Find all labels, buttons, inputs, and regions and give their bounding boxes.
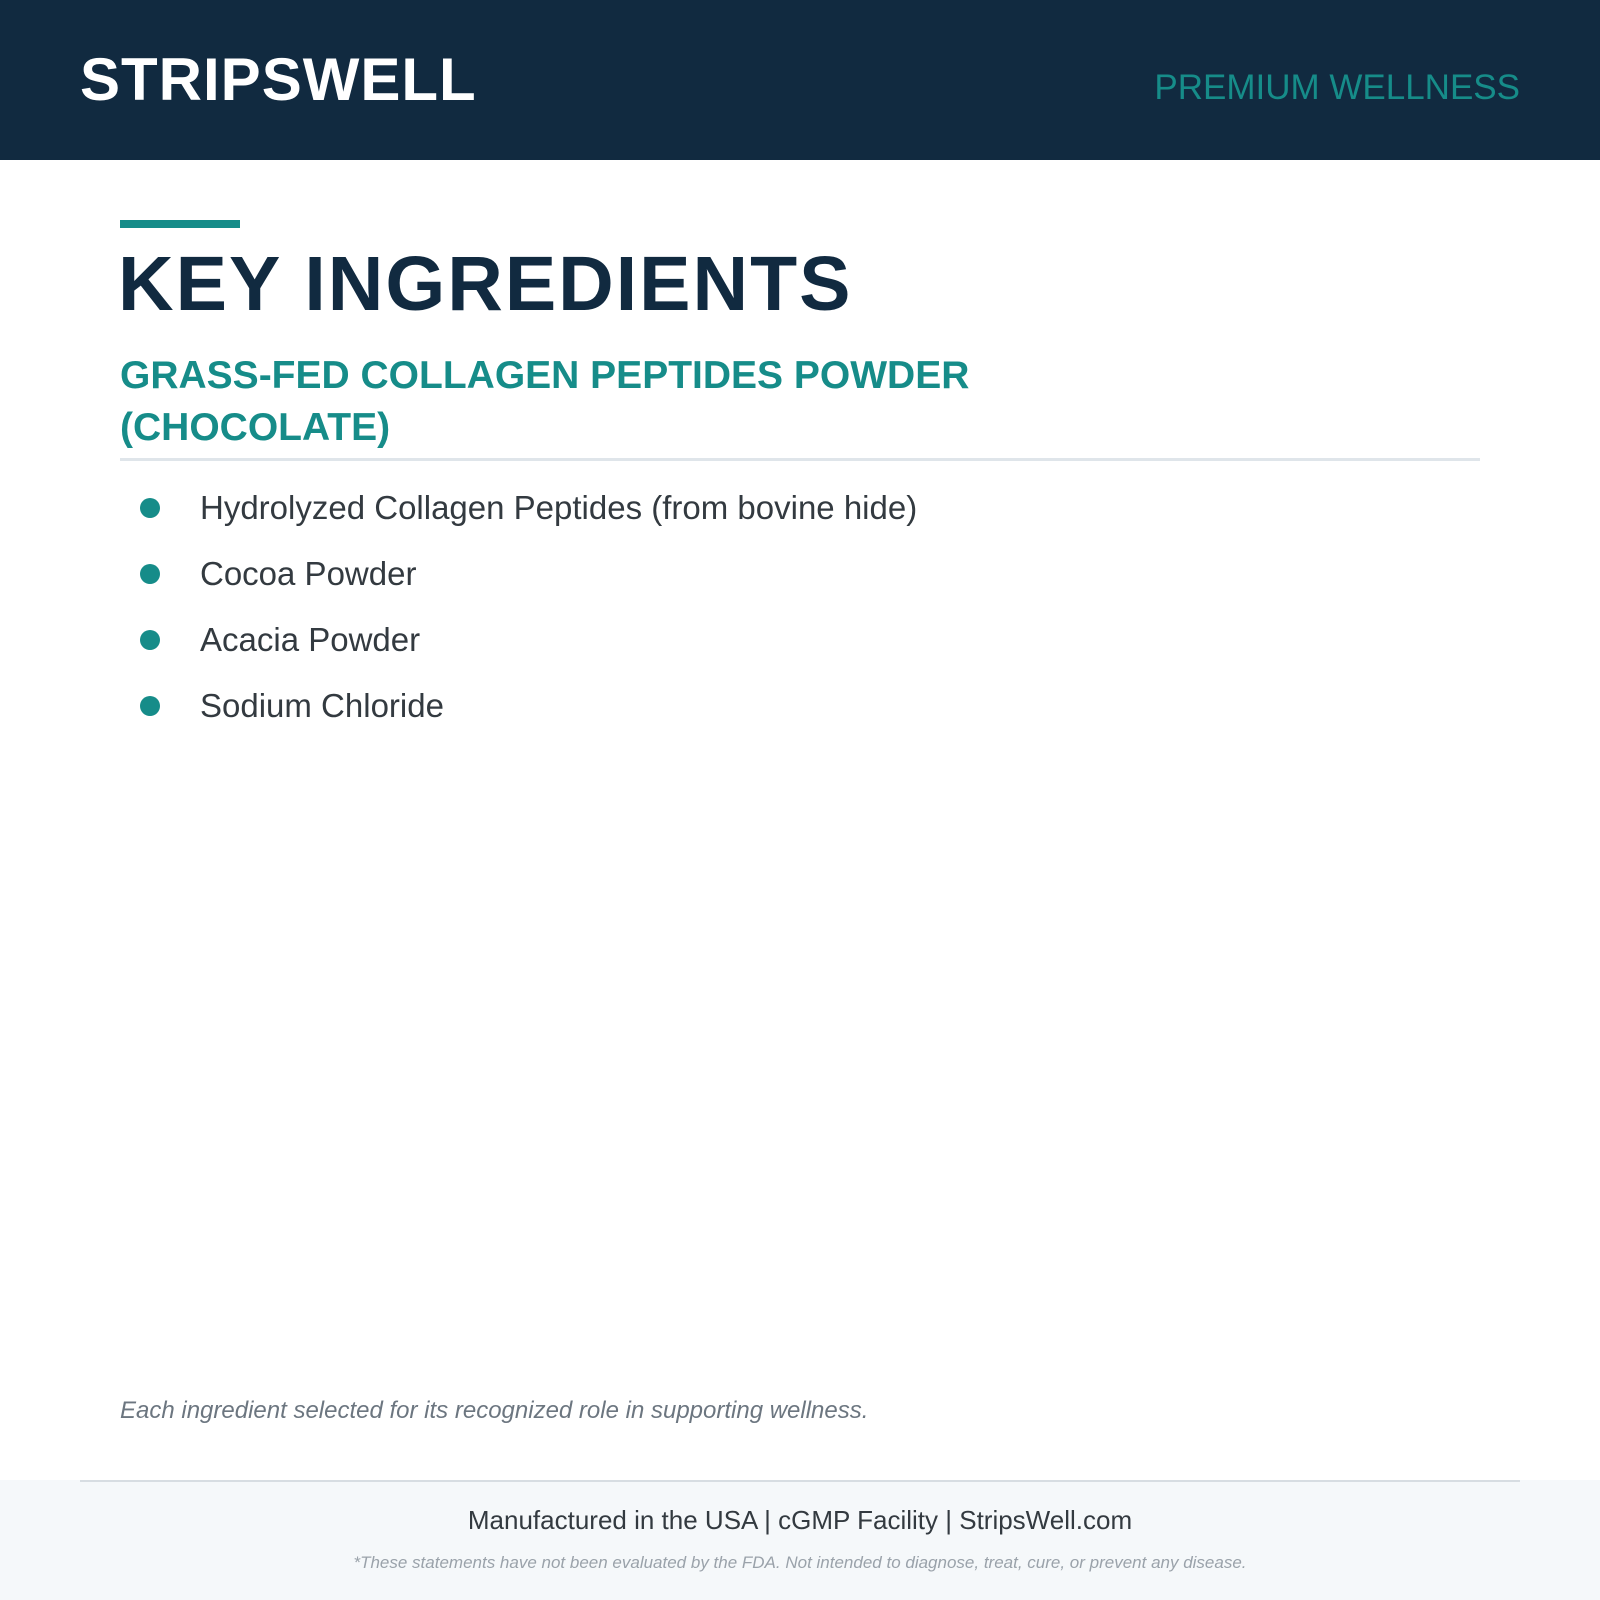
ingredient-label: Hydrolyzed Collagen Peptides (from bovine hide) (200, 489, 918, 526)
ingredient-note: Each ingredient selected for its recognized role in supporting wellness. (120, 1397, 869, 1424)
ingredient-list (120, 475, 917, 739)
section-divider (120, 458, 1480, 461)
bullet-dot-icon (140, 498, 160, 518)
product-name: GRASS-FED COLLAGEN PEPTIDES POWDER (CHOCOLATE) (120, 354, 970, 449)
header-banner (0, 0, 1600, 160)
ingredient-label: Cocoa Powder (200, 555, 417, 592)
bullet-dot-icon (140, 630, 160, 650)
footer (0, 1480, 1600, 1600)
page-title: KEY INGREDIENTS (118, 241, 853, 327)
bullet-dot-icon (140, 696, 160, 716)
footer-manufacturing-info: Manufactured in the USA | cGMP Facility | StripsWell.com (467, 1505, 1133, 1535)
list-item (120, 673, 917, 739)
fda-disclaimer: *These statements have not been evaluated by the FDA. Not intended to diagnose, treat, cure, or prevent any disease. (353, 1553, 1247, 1572)
brand-tagline: PREMIUM WELLNESS (1154, 68, 1520, 107)
list-item (120, 475, 917, 541)
ingredient-label: Sodium Chloride (200, 687, 444, 724)
footer-divider (80, 1480, 1520, 1482)
list-item (120, 541, 917, 607)
brand-logo-text: STRIPSWELL (80, 46, 477, 113)
ingredient-label: Acacia Powder (200, 621, 421, 658)
title-accent-bar (120, 220, 240, 228)
bullet-dot-icon (140, 564, 160, 584)
list-item (120, 607, 917, 673)
